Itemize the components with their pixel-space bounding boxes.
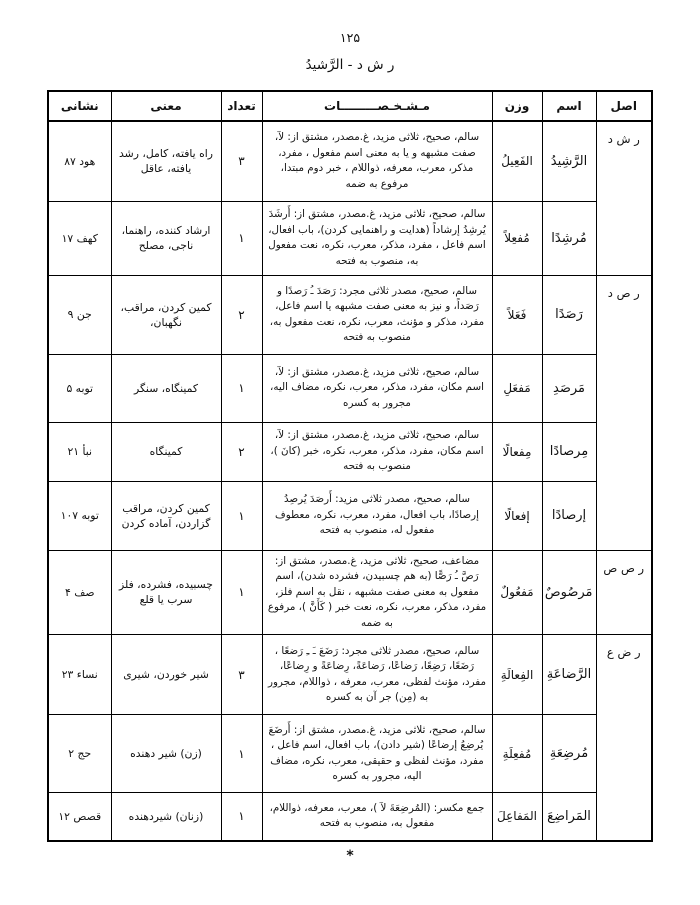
specs-cell: سالم، صحیح، ثلاثی مزید، غ.مصدر، مشتق از: أَرشَدَ یُرشِدُ إرشاداً (هدایت و راهنمایی کردن)، باب افعال، اسم فاعل ، مفرد، مذکر، معرب، نکره، نعت مفعول به، منصوب به فتحه (262, 201, 492, 275)
header-ism: اسم (542, 91, 596, 121)
table-row (48, 354, 652, 422)
table-row (48, 481, 652, 550)
table-row (48, 635, 652, 715)
count-cell: ۳ (221, 121, 262, 201)
word-cell: مِرصادًا (542, 422, 596, 481)
meaning-cell: شیر خوردن، شیری (111, 635, 221, 715)
meaning-cell: (زن) شیر دهنده (111, 715, 221, 793)
word-cell: الرَّشِیدُ (542, 121, 596, 201)
root-cell: ر ش د (596, 121, 652, 275)
specs-cell: سالم، صحیح، ثلاثی مزید، غ.مصدر، مشتق از: ﻵ، اسم مکان، مفرد، مذکر، معرب، نکره، خبر (کانَ )، منصوب به فتحه (262, 422, 492, 481)
reference-cell: توبه ۵ (48, 354, 111, 422)
table-row (48, 275, 652, 354)
meaning-cell: (زنان) شیردهنده (111, 793, 221, 841)
root-words-table (47, 90, 653, 842)
table-row (48, 121, 652, 201)
specs-cell: سالم، صحیح، مصدر ثلاثی مزید: أَرصَدَ یُرصِدُ إرصادًا، باب افعال، مفرد، معرب، نکره، معطوف مفعول له، منصوب به فتحه (262, 481, 492, 550)
meaning-cell: کمین کردن، مراقب، نگهبان، (111, 275, 221, 354)
word-cell: المَراضِعَ (542, 793, 596, 841)
reference-cell: نساء ۲۳ (48, 635, 111, 715)
page-title: ر ش د - الرَّشیدُ (305, 57, 395, 73)
pattern-cell: الفِعالَةِ (492, 635, 542, 715)
word-cell: الرَّضاعَةِ (542, 635, 596, 715)
table-row (48, 793, 652, 841)
pattern-cell: إفعالًا (492, 481, 542, 550)
pattern-cell: مِفعالًا (492, 422, 542, 481)
specs-cell: جمع مکسر: (المُرضِعَةَ ﻵ )، معرب، معرفه، ذواللام، مفعول به، منصوب به فتحه (262, 793, 492, 841)
header-moshakhkhasat: مـشـخـصـــــــــات (262, 91, 492, 121)
reference-cell: هود ۸۷ (48, 121, 111, 201)
pattern-cell: مُفعِلاً (492, 201, 542, 275)
count-cell: ۱ (221, 550, 262, 635)
reference-cell: حج ۲ (48, 715, 111, 793)
reference-cell: جن ۹ (48, 275, 111, 354)
count-cell: ۱ (221, 354, 262, 422)
pattern-cell: الفَعِیلُ (492, 121, 542, 201)
specs-cell: سالم، صحیح، ثلاثی مزید، غ.مصدر، مشتق از: ﻵ، اسم مکان، مفرد، مذکر، معرب، نکره، مضاف الیه، مجرور به کسره (262, 354, 492, 422)
reference-cell: توبه ۱۰۷ (48, 481, 111, 550)
meaning-cell: ارشاد کننده، راهنما، ناجی، مصلح (111, 201, 221, 275)
count-cell: ۱ (221, 715, 262, 793)
table-row (48, 715, 652, 793)
word-cell: إرصادًا (542, 481, 596, 550)
table-row (48, 201, 652, 275)
header-vazn: وزن (492, 91, 542, 121)
meaning-cell: کمینگاه، سنگر (111, 354, 221, 422)
pattern-cell: مُفعِلَةِ (492, 715, 542, 793)
pattern-cell: المَفاعِلَ (492, 793, 542, 841)
specs-cell: سالم، صحیح، ثلاثی مزید، غ.مصدر، مشتق از: ﻵ، صفت مشبهه و یا به معنی اسم مفعول ، مفرد، مذکر، معرب، معرفه، ذواللام ، خبر دوم مبتدا، مرفوع به ضمه (262, 121, 492, 201)
table-row (48, 550, 652, 635)
word-cell: مُرشِدًا (542, 201, 596, 275)
reference-cell: صف ۴ (48, 550, 111, 635)
pattern-cell: مَفعُولٌ (492, 550, 542, 635)
word-cell: مُرضِعَةِ (542, 715, 596, 793)
reference-cell: نبأ ۲۱ (48, 422, 111, 481)
reference-cell: قصص ۱۲ (48, 793, 111, 841)
header-mani: معنی (111, 91, 221, 121)
count-cell: ۲ (221, 422, 262, 481)
word-cell: رَصَدًا (542, 275, 596, 354)
word-cell: مَرصُوصٌ (542, 550, 596, 635)
header-neshani: نشانی (48, 91, 111, 121)
header-asl: اصل (596, 91, 652, 121)
footer-asterisk: * (346, 848, 354, 864)
specs-cell: مضاعف، صحیح، ثلاثی مزید، غ.مصدر، مشتق از: رَصَّ ـُ رَصًّا (به هم چسبیدن، فشرده شدن)، اسم مفعول به معنی صفت مشبهه ، نقل به اسم فلز، مفرد، مذکر، معرب، نکره، نعت خبر ( کَأَنَّ )، مرفوع به ضمه (262, 550, 492, 635)
root-cell: ر ص ص (596, 550, 652, 635)
specs-cell: سالم، صحیح، ثلاثی مزید، غ.مصدر، مشتق از: أَرضَعَ یُرضِعُ إرضاعًا (شیر دادن)، باب افعال، اسم فاعل ، مفرد، مؤنث لفظی و حقیقی، معرب، نکره، مضاف الیه، مجرور به کسره (262, 715, 492, 793)
count-cell: ۱ (221, 201, 262, 275)
header-tedad: تعداد (221, 91, 262, 121)
count-cell: ۱ (221, 481, 262, 550)
table-header-row (48, 91, 652, 121)
specs-cell: سالم، صحیح، مصدر ثلاثی مجرد: رَضَعَ ـَ ـِ رَضعًا ، رَضَعًا، رَضِعًا، رَضاعًا، رَضاعَةً، رِضاعَةً و رِضاعًا، مفرد، مؤنث لفظی، معرب، معرفه ، ذواللام، مجرور به (مِن) جر آن به کسره (262, 635, 492, 715)
count-cell: ۳ (221, 635, 262, 715)
word-cell: مَرصَدِ (542, 354, 596, 422)
page-number: ۱۲۵ (339, 30, 361, 45)
pattern-cell: فَعَلاً (492, 275, 542, 354)
reference-cell: کهف ۱۷ (48, 201, 111, 275)
meaning-cell: راه یافته، کامل، رشد یافته، عاقل (111, 121, 221, 201)
table-row (48, 422, 652, 481)
count-cell: ۱ (221, 793, 262, 841)
root-cell: ر ص د (596, 275, 652, 550)
specs-cell: سالم، صحیح، مصدر ثلاثی مجرد: رَصَدَ ـُ رَصدًا و رَصَداً، و نیز به معنی صفت مشبهه یا اسم فاعل، مفرد، مذکر و مؤنث، معرب، نکره، نعت مفعول به، منصوب به فتحه (262, 275, 492, 354)
meaning-cell: کمین کردن، مراقب گزاردن، آماده کردن (111, 481, 221, 550)
count-cell: ۲ (221, 275, 262, 354)
meaning-cell: چسبیده، فشرده، فلز سرب یا قلع (111, 550, 221, 635)
meaning-cell: کمینگاه (111, 422, 221, 481)
pattern-cell: مَفعَلِ (492, 354, 542, 422)
root-cell: ر ض ع (596, 635, 652, 841)
